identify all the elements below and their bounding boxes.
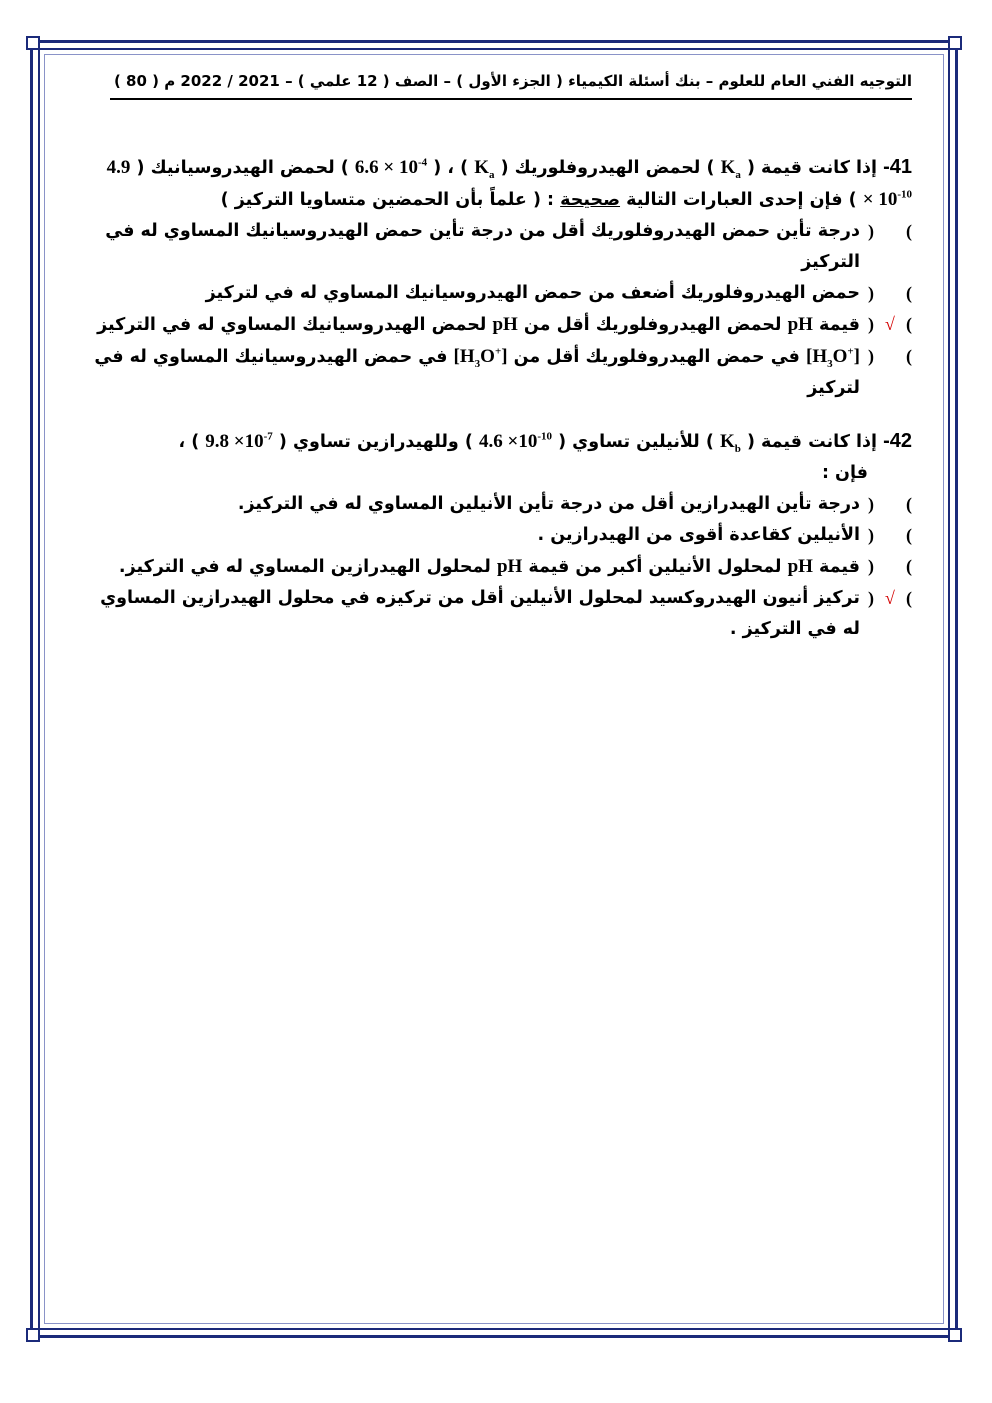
answer-box[interactable]: ) ( <box>868 556 912 576</box>
option-42-b[interactable]: ) ( الأنيلين كقاعدة أقوى من الهيدرازين . <box>92 520 912 551</box>
page-header: التوجيه الفني العام للعلوم – بنك أسئلة الكيمياء ( الجزء الأول ) – الصف ( 12 علمي ) – 2021 / 2022 م ( 80 ) <box>110 72 912 100</box>
question-number: 42- <box>883 430 912 452</box>
question-42-stem-cont: فإن : <box>821 463 868 483</box>
option-41-a[interactable]: ) ( درجة تأين حمض الهيدروفلوريك أقل من درجة تأين حمض الهيدروسيانيك المساوي له في التركيز <box>92 216 912 278</box>
answer-box[interactable]: ) ( <box>868 283 912 303</box>
option-41-c[interactable]: ) √ ( قيمة pH لحمض الهيدروفلوريك أقل من pH لحمض الهيدروسيانيك المساوي له في التركيز <box>92 309 912 341</box>
check-mark: √ <box>885 588 895 608</box>
question-content <box>92 152 912 645</box>
answer-box[interactable]: ) √ ( <box>868 309 912 340</box>
option-42-d[interactable]: ) √ ( تركيز أنيون الهيدروكسيد لمحلول الأنيلين أقل من تركيزه في محلول الهيدرازين المساوي له في التركيز . <box>92 583 912 645</box>
answer-box[interactable]: ) ( <box>868 221 912 241</box>
correct-word: صحيحة <box>560 190 621 210</box>
option-41-d[interactable]: ) ( $[H_3O^+]$ في حمض الهيدروفلوريك أقل من $[H_3O^+]$ في حمض الهيدروسيانيك المساوي له في لتركيز <box>92 341 912 404</box>
question-number: 41- <box>883 156 912 178</box>
border-corner-top-right <box>948 36 962 50</box>
answer-box[interactable]: ) ( <box>868 525 912 545</box>
question-41-stem: 41- إذا كانت قيمة ( $K_a$ ) لحمض الهيدروفلوريك ( $6.6 \times 10^{-4}$ ) ، ( $K_a$ ) لحمض الهيدروسيانيك ( $4.9 \times 10^{-10}$ ) فإن إحدى العبارات التالية صحيحة : ( علماً بأن الحمضين متساويا التركيز ) <box>106 156 912 210</box>
border-corner-bottom-left <box>26 1328 40 1342</box>
border-corner-bottom-right <box>948 1328 962 1342</box>
answer-box[interactable]: ) ( <box>868 346 912 366</box>
answer-box[interactable]: ) ( <box>868 494 912 514</box>
check-mark: √ <box>885 314 895 334</box>
answer-box[interactable]: ) √ ( <box>868 583 912 614</box>
question-42-stem: 42- إذا كانت قيمة ( $K_b$ ) للأنيلين تساوي ( $4.6 \times 10^{-10}$ ) وللهيدرازين تساوي ( $9.8 \times 10^{-7}$ ) ، <box>178 430 912 455</box>
option-42-a[interactable]: ) ( درجة تأين الهيدرازين أقل من درجة تأين الأنيلين المساوي له في التركيز. <box>92 489 912 520</box>
option-41-b[interactable]: ) ( حمض الهيدروفلوريك أضعف من حمض الهيدروسيانيك المساوي له في لتركيز <box>92 278 912 309</box>
option-42-c[interactable]: ) ( قيمة pH لمحلول الأنيلين أكبر من قيمة pH لمحلول الهيدرازين المساوي له في التركيز. <box>92 551 912 583</box>
border-corner-top-left <box>26 36 40 50</box>
